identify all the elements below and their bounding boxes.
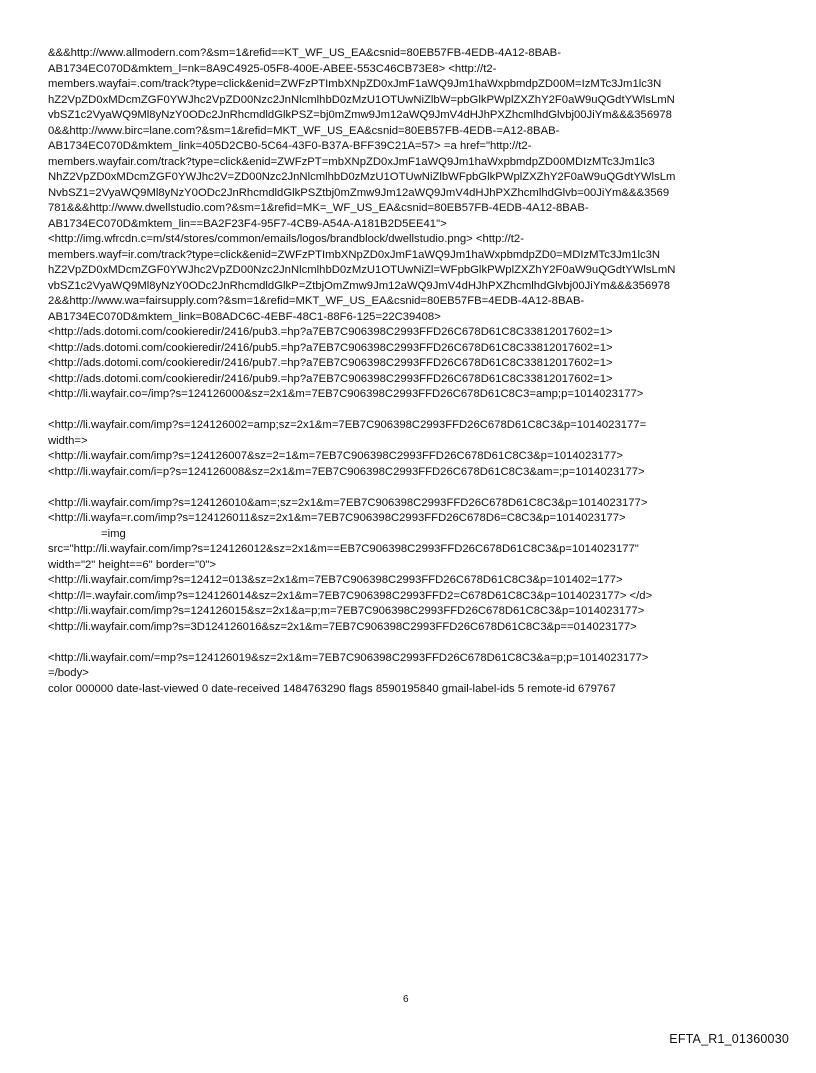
text-line: vbSZ1c2VyaWQ9Ml8yNzY0ODc2JnRhcmdldGlkP=ZtbjOmZmw9Jm12aWQ9JmV4dHJhPXZhcmlhdGlvbj00JiYm&&&356978 [48,279,671,292]
text-line: AB1734EC070D&mktem_l=nk=8A9C4925-05F8-400E-ABEE-553C46CB73E8> <http://t2- [48,62,497,75]
text-line: AB1734EC070D&mktem_link=B08ADC6C-4EBF-48C1-88F6-125=22C39408> [48,310,441,323]
text-line: AB1734EC070D&mktem_lin==BA2F23F4-95F7-4CB9-A54A-A181B2D5EE41"> [48,217,447,230]
blank-line [48,403,793,419]
text-line: =/body> [48,667,89,679]
page-number: 6 [403,994,409,1005]
text-line: <http://li.wayfa=r.com/imp?s=124126011&sz=2x1&m=7EB7C906398C2993FFD26C678D6=C8C3&p=1014023177> [48,512,626,524]
text-line: <http://ads.dotomi.com/cookieredir/2416/pub3.=hp?a7EB7C906398C2993FFD26C678D61C8C33812017602=1> [48,326,613,338]
text-line: <http://ads.dotomi.com/cookieredir/2416/pub9.=hp?a7EB7C906398C2993FFD26C678D61C8C33812017602=1> [48,372,613,385]
text-line: <http://li.wayfair.com/imp?s=124126015&sz=2x1&a=p;m=7EB7C906398C2993FFD26C678D61C8C3&p=1014023177> [48,605,645,617]
text-line: NhZ2VpZD0xMDcmZGF0YWJhc2V=ZD00Nzc2JnNlcmlhbD0zMzU1OTUwNiZlbWFpbGlkPWplZXZhY2F0aW9uQGdtYWlsLm [48,171,676,183]
text-line: AB1734EC070D&mktem_link=405D2CB0-5C64-43F0-B37A-BFF39C21A=57> =a href="http://t2- [48,140,532,152]
text-line: <http://li.wayfair.com/imp?s=124126007&sz=2=1&m=7EB7C906398C2993FFD26C678D61C8C3&p=1014023177> [48,450,623,462]
text-line: hZ2VpZD0xMDcmZGF0YWJhc2VpZD00Nzc2JnNlcmlhbD0zMzU1OTUwNiZl=WFpbGlkPWplZXZhY2F0aW9uQGdtYWlsLmN [48,264,676,276]
text-line: <http://li.wayfair.com/=mp?s=124126019&sz=2x1&m=7EB7C906398C2993FFD26C678D61C8C3&a=p;p=1014023177> [48,651,649,664]
bates-number: EFTA_R1_01360030 [669,1032,789,1046]
text-line: <http://li.wayfair.com/imp?s=12412=013&sz=2x1&m=7EB7C906398C2993FFD26C678D61C8C3&p=101402=177> [48,574,623,586]
blank-line [48,635,793,651]
text-line: 781&&&http://www.dwellstudio.com?&sm=1&refid=MK=_WF_US_EA&csnid=80EB57FB-4EDB-4A12-8BAB- [48,202,589,214]
text-line: 2&&http://www.wa=fairsupply.com?&sm=1&refid=MKT_WF_US_EA&csnid=80EB57FB=4EDB-4A12-8BAB- [48,295,585,307]
blank-line [48,480,793,496]
document-body [48,46,793,697]
text-line: NvbSZ1=2VyaWQ9Ml8yNzY0ODc2JnRhcmdldGlkPSZtbj0mZmw9Jm12aWQ9JmV4dHJhPXZhcmlhdGlvb=00JiYm&&&3569 [48,186,670,199]
text-line: =img [101,527,126,540]
text-line: 0&&http://www.birc=lane.com?&sm=1&refid=MKT_WF_US_EA&csnid=80EB57FB-4EDB-=A12-8BAB- [48,124,560,137]
text-line: <http://ads.dotomi.com/cookieredir/2416/pub7.=hp?a7EB7C906398C2993FFD26C678D61C8C33812017602=1> [48,357,613,369]
text-line: &&&http://www.allmodern.com?&sm=1&refid==KT_WF_US_EA&csnid=80EB57FB-4EDB-4A12-8BAB- [48,47,561,59]
text-line: <http://li.wayfair.com/imp?s=3D124126016&sz=2x1&m=7EB7C906398C2993FFD26C678D61C8C3&p==014023177> [48,620,637,633]
text-line: <http://ads.dotomi.com/cookieredir/2416/pub5.=hp?a7EB7C906398C2993FFD26C678D61C8C33812017602=1> [48,341,613,354]
text-line: vbSZ1c2VyaWQ9Ml8yNzY0ODc2JnRhcmdldGlkPSZ=bj0mZmw9Jm12aWQ9JmV4dHJhPXZhcmlhdGlvbj00JiYm&&&356978 [48,109,672,121]
text-line: <http://li.wayfair.co=/imp?s=124126000&sz=2x1&m=7EB7C906398C2993FFD26C678D61C8C3=amp;p=1014023177> [48,388,644,400]
text-line: <http://l=.wayfair.com/imp?s=124126014&sz=2x1&m=7EB7C906398C2993FFD2=C678D61C8C3&p=1014023177> </d> [48,589,653,602]
text-line: <http://img.wfrcdn.c=m/st4/stores/common/emails/logos/brandblock/dwellstudio.png> <http://t2- [48,233,524,245]
text-line: width="2" height==6" border="0"> [48,558,216,571]
text-line: members.wayfai=.com/track?type=click&enid=ZWFzPTImbXNpZD0xJmF1aWQ9Jm1haWxpbmdpZD00M=IzMTc3Jm1lc3N [48,78,662,90]
text-line: width=> [48,434,88,447]
text-line: color 000000 date-last-viewed 0 date-received 1484763290 flags 8590195840 gmail-label-ids 5 remote-id 679767 [48,682,616,695]
text-line: <http://li.wayfair.com/imp?s=124126010&am=;sz=2x1&m=7EB7C906398C2993FFD26C678D61C8C3&p=1014023177> [48,496,648,509]
text-line: src="http://li.wayfair.com/imp?s=124126012&sz=2x1&m==EB7C906398C2993FFD26C678D61C8C3&p=1014023177" [48,543,639,555]
text-line: hZ2VpZD0xMDcmZGF0YWJhc2VpZD00Nzc2JnNlcmlhbD0zMzU1OTUwNiZlbW=pbGlkPWplZXZhY2F0aW9uQGdtYWlsLmN [48,93,675,106]
text-line: members.wayf=ir.com/track?type=click&enid=ZWFzPTImbXNpZD0xJmF1aWQ9Jm1haWxpbmdpZD0=MDIzMTc3Jm1lc3N [48,248,661,261]
text-line: <http://li.wayfair.com/imp?s=124126002=amp;sz=2x1&m=7EB7C906398C2993FFD26C678D61C8C3&p=1014023177= [48,419,647,431]
text-line: members.wayfair.com/track?type=click&enid=ZWFzPT=mbXNpZD0xJmF1aWQ9Jm1haWxpbmdpZD00MDIzMTc3Jm1lc3 [48,155,655,168]
text-line: <http://li.wayfair.com/i=p?s=124126008&sz=2x1&m=7EB7C906398C2993FFD26C678D61C8C3&am=;p=1014023177> [48,465,645,478]
